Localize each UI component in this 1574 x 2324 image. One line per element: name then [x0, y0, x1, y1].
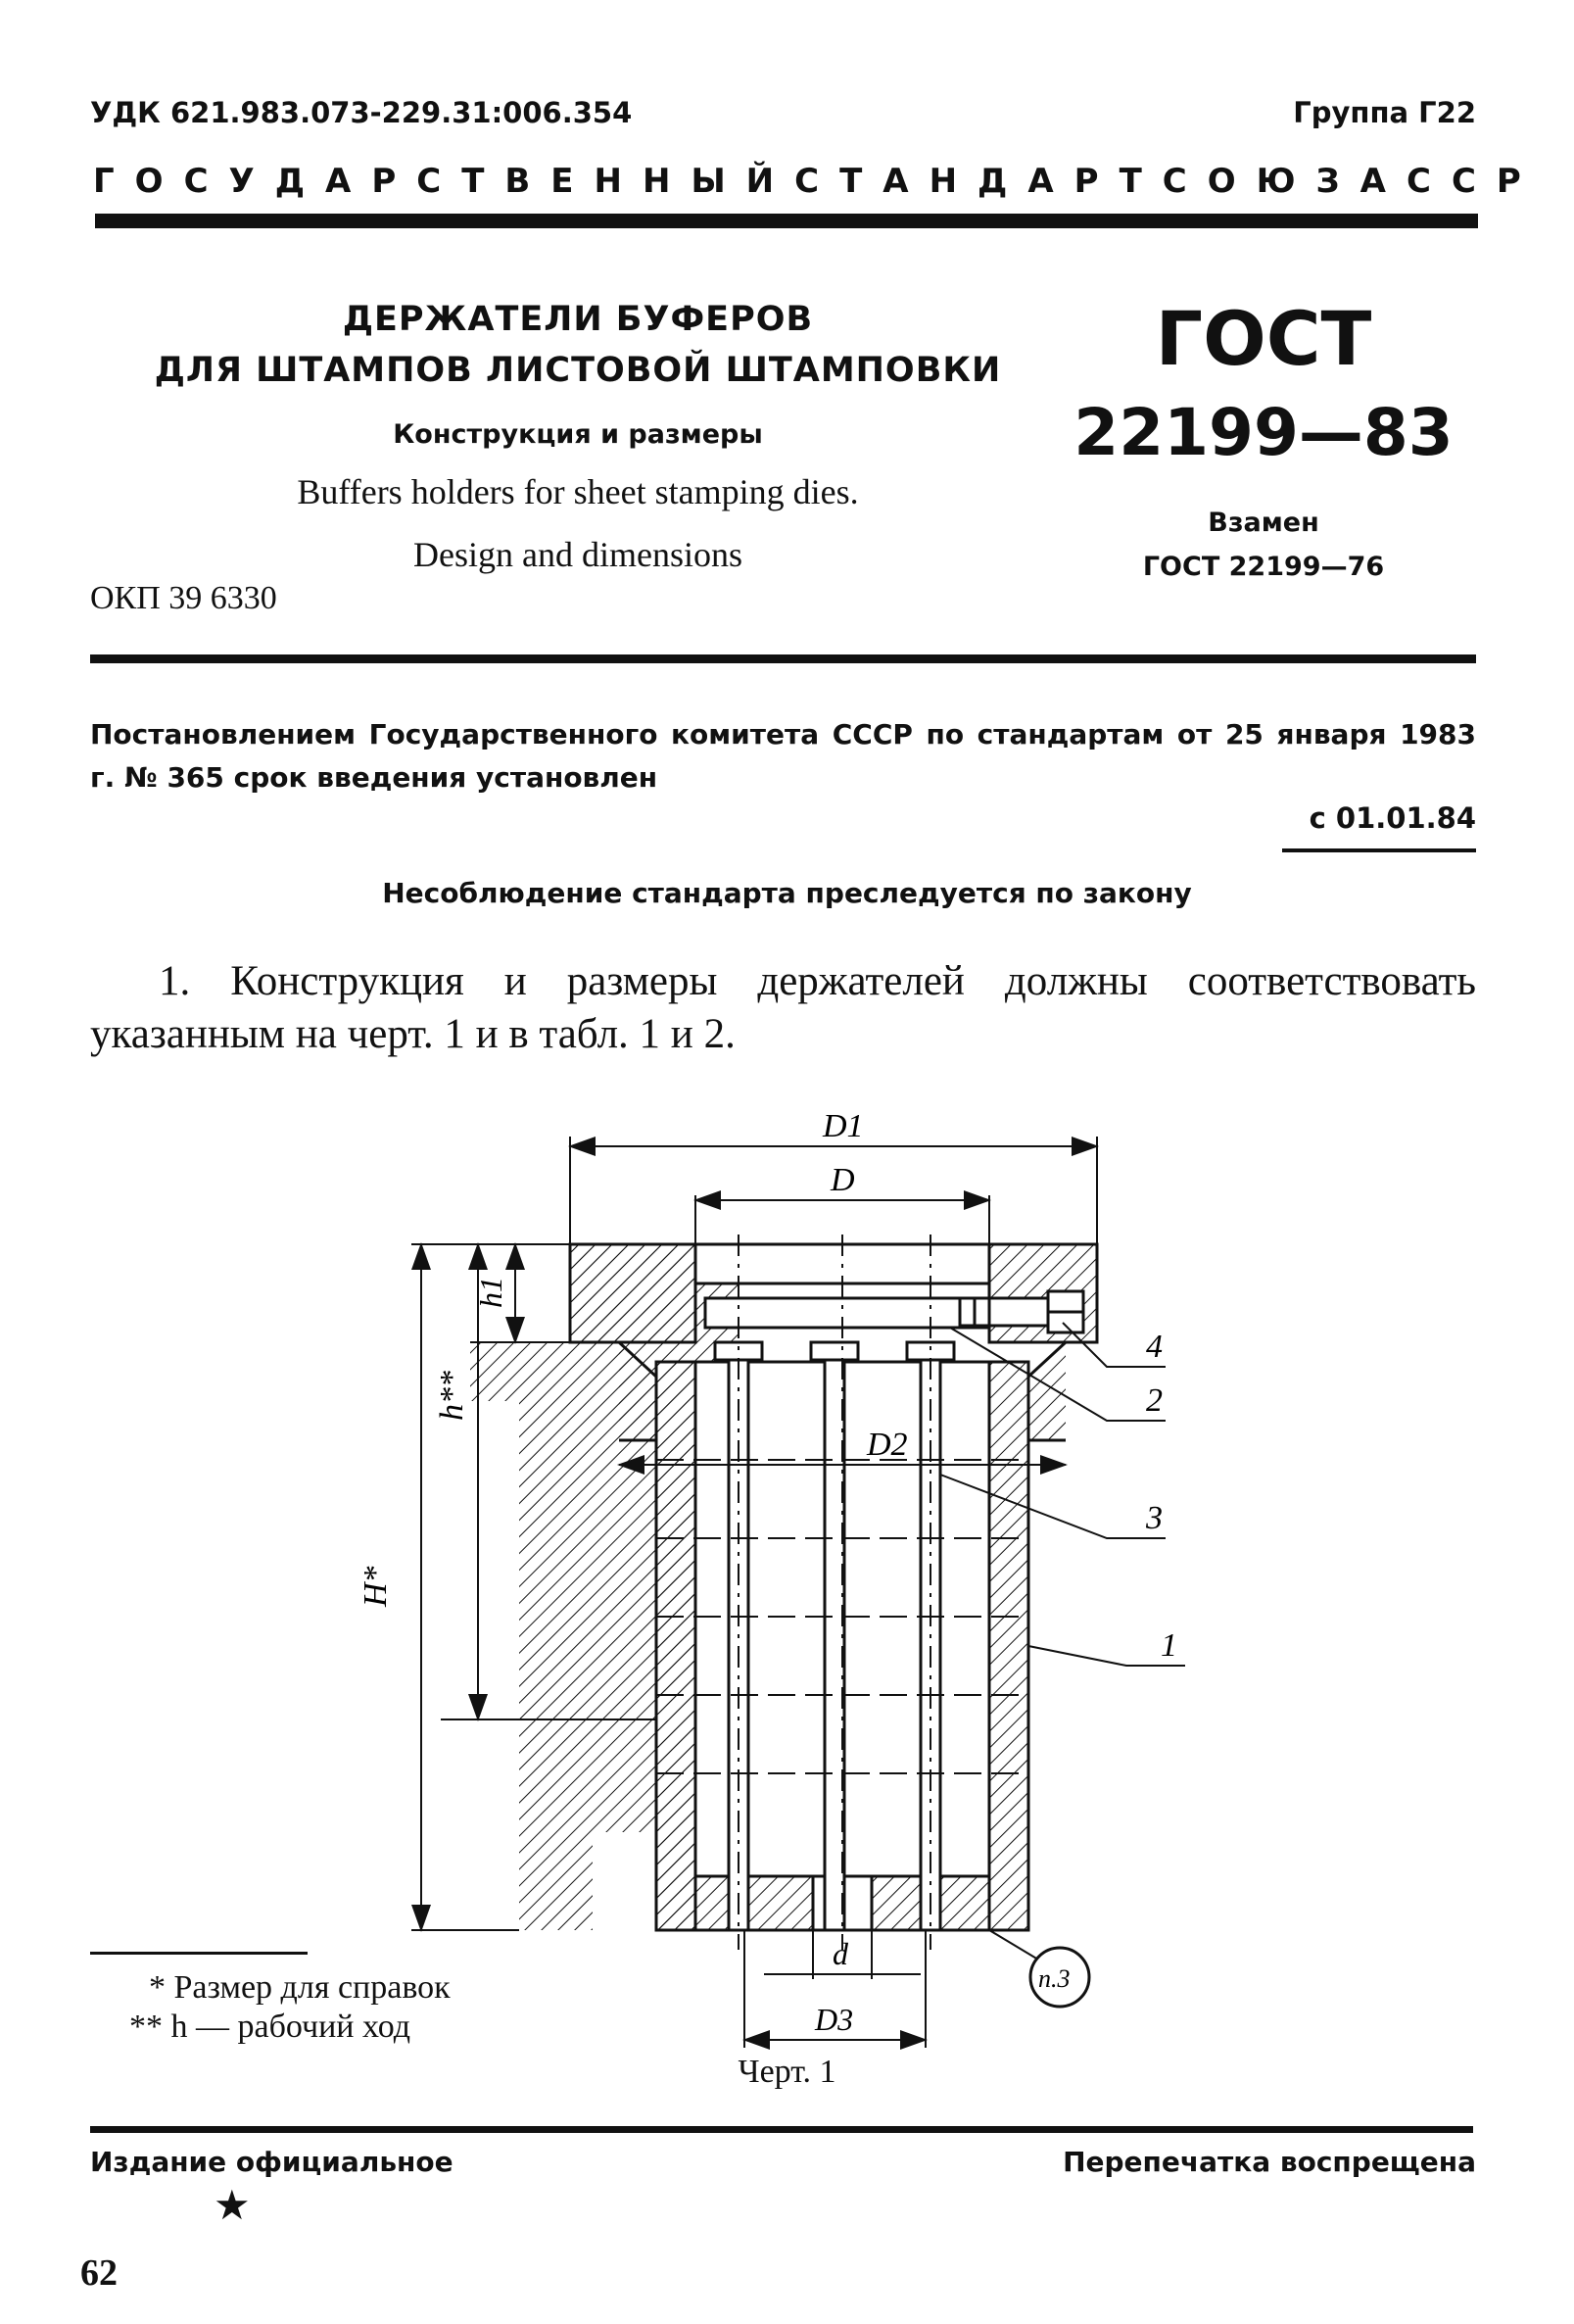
dim-D1-label: D1 [823, 1108, 864, 1144]
position-4: 4 [1146, 1329, 1163, 1365]
title-line-1: ДЕРЖАТЕЛИ БУФЕРОВ [342, 300, 814, 339]
title-block [147, 294, 1009, 575]
state-word-4: ССР [1407, 162, 1542, 201]
note-ref: п.3 [1038, 1964, 1071, 1993]
technical-drawing [358, 1078, 1224, 2037]
udk-code: УДК 621.983.073-229.31:006.354 [90, 96, 633, 129]
screw-4 [960, 1291, 1083, 1332]
law-notice: Несоблюдение стандарта преследуется по закону [382, 877, 1192, 909]
effective-date: с 01.01.84 [1282, 801, 1476, 852]
state-word-2: СТАНДАРТ [794, 162, 1163, 201]
title-line-2: ДЛЯ ШТАМПОВ ЛИСТОВОЙ ШТАМПОВКИ [154, 351, 1002, 390]
official-edition: Издание официальное [90, 2146, 453, 2178]
replaces-label: Взамен [1208, 508, 1319, 538]
pressure-plate [705, 1298, 989, 1328]
decree-text: Постановлением Государственного комитета СССР по стандартам от 25 января 1983 г. № 365 срок введения установлен [90, 718, 1476, 794]
title-subtitle: Конструкция и размеры [393, 419, 763, 450]
figure-caption: Черт. 1 [738, 2054, 836, 2090]
footnote-rule [90, 1952, 308, 1955]
dim-d-label: d [833, 1936, 848, 1971]
footnote-1: * Размер для справок [149, 1969, 451, 2006]
dim-D-label: D [831, 1162, 855, 1198]
section-rule [90, 654, 1476, 663]
state-word-3: СОЮЗА [1162, 162, 1407, 201]
group-code: Группа Г22 [1293, 96, 1476, 129]
dim-D2-label: D2 [867, 1427, 908, 1463]
gost-block [1073, 294, 1455, 582]
footnote-2: ** h — рабочий ход [129, 2009, 411, 2045]
dim-D3-label: D3 [815, 2002, 854, 2037]
gost-number: 22199—83 [1073, 395, 1454, 470]
title-en-1: Buffers holders for sheet stamping dies. [297, 472, 859, 511]
position-1: 1 [1161, 1627, 1177, 1664]
gost-label: ГОСТ [1155, 295, 1372, 382]
star-icon: ★ [214, 2184, 251, 2229]
position-3: 3 [1146, 1500, 1163, 1536]
state-word-1: ГОСУДАРСТВЕННЫЙ [93, 162, 795, 201]
dim-h1-label: h1 [473, 1277, 508, 1308]
title-en-2: Design and dimensions [413, 535, 742, 574]
paragraph-1: 1. Конструкция и размеры держателей должны соответствовать указанным на черт. 1 и в табл. 1 и 2. [90, 958, 1476, 1057]
footer-rule [90, 2126, 1473, 2133]
dim-h-label: h** [434, 1371, 470, 1421]
position-2: 2 [1146, 1382, 1163, 1419]
state-standard-heading [93, 162, 1542, 201]
page-number: 62 [80, 2252, 118, 2294]
replaces-gost: ГОСТ 22199—76 [1142, 552, 1385, 582]
header-rule [95, 214, 1478, 228]
reprint-notice: Перепечатка воспрещена [1063, 2146, 1476, 2178]
okp-code: ОКП 39 6330 [90, 580, 277, 616]
dim-H-label: H* [358, 1566, 394, 1607]
